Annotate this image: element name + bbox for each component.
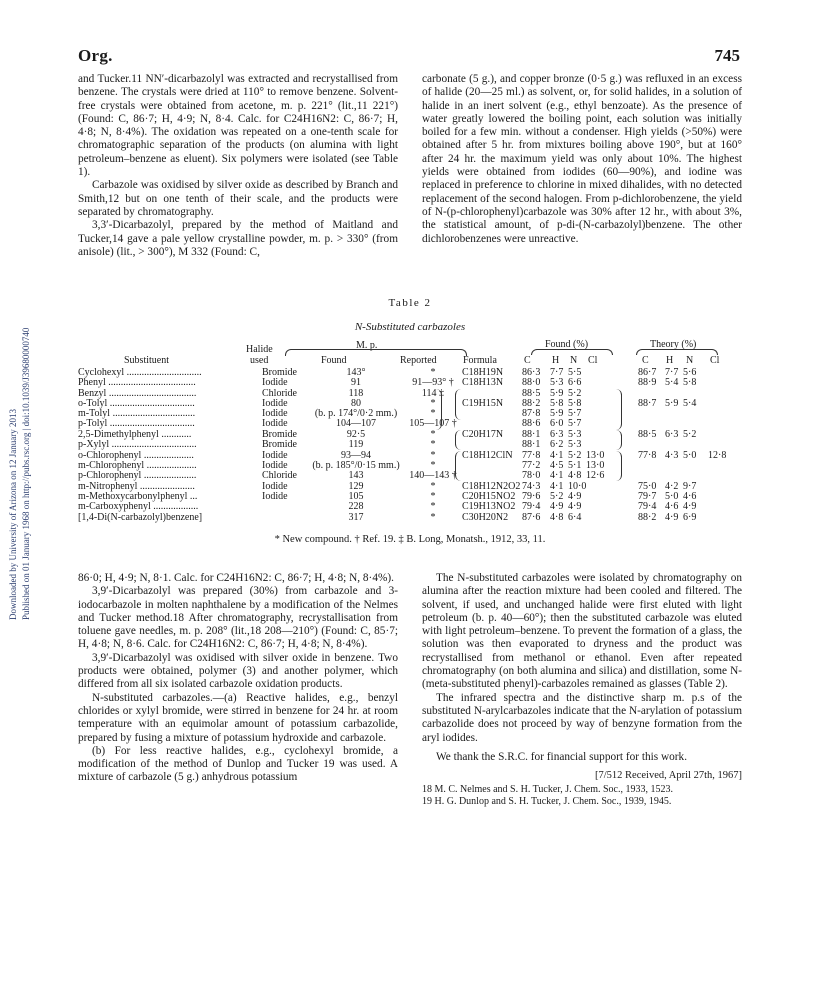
cell-sub: Cyclohexyl ..............................: [78, 368, 202, 378]
cell-fc: 87·6: [522, 512, 541, 523]
cell-rep: *: [430, 460, 436, 471]
cell-found: 317: [348, 512, 364, 523]
cell-fh: 5·9: [550, 388, 564, 399]
cell-tn: 4·9: [683, 501, 697, 512]
cell-th: 6·3: [665, 429, 679, 440]
publish-notice: Published on 01 January 1968 on http://pubs.rsc.org | doi:10.1039/J39680000740: [21, 327, 31, 620]
side-watermark: [4, 220, 34, 620]
table-row: [78, 430, 742, 440]
page-number: 745: [714, 46, 740, 65]
right-column-bottom: [422, 572, 742, 808]
cell-sub: m-Methoxycarbonylphenyl ...: [78, 492, 198, 502]
cell-fc: 78·0: [522, 470, 541, 481]
cell-sub: m-Chlorophenyl ....................: [78, 461, 197, 471]
cell-hal: Bromide: [262, 429, 297, 440]
cell-form: C19H13NO2: [462, 501, 516, 512]
cell-tn: 5·0: [683, 450, 697, 461]
cell-form: C18H12N2O2: [462, 481, 521, 492]
cell-tn: 5·6: [683, 367, 697, 378]
cell-form: C19H15N: [462, 398, 504, 409]
cell-fn: 5·2: [568, 388, 582, 399]
cell-fh: 6·0: [550, 418, 564, 429]
paragraph: 86·0; H, 4·9; N, 8·1. Calc. for C24H16N2: C, 86·7; H, 4·8; N, 8·4%).: [78, 572, 394, 584]
cell-rep: 105—107 †: [409, 418, 457, 429]
cell-th: 7·7: [665, 367, 679, 378]
found-c-header: C: [524, 355, 531, 366]
cell-fh: 4·9: [550, 501, 564, 512]
cell-found: 93—94: [341, 450, 371, 461]
cell-found: 143°: [346, 367, 366, 378]
cell-tc: 88·5: [638, 429, 657, 440]
left-column-bottom: [78, 572, 398, 785]
cell-fh: 4·1: [550, 450, 564, 461]
table-row: [78, 471, 742, 481]
cell-fh: 6·2: [550, 439, 564, 450]
cell-rep: 91—93° †: [412, 377, 454, 388]
cell-tc: 75·0: [638, 481, 657, 492]
cell-sub: o-Tolyl ..................................: [78, 399, 195, 409]
cell-fh: 7·7: [550, 367, 564, 378]
cell-fc: 74·3: [522, 481, 541, 492]
download-notice: Downloaded by University of Arizona on 12 January 2013: [8, 409, 18, 620]
cell-form: C18H12ClN: [462, 450, 513, 461]
cell-fc: 79·4: [522, 501, 541, 512]
paragraph: Carbazole was oxidised by silver oxide as described by Branch and Smith,12 but on one tenth of their scale, and the products were separated by chromatography.: [78, 179, 398, 218]
cell-hal: Iodide: [262, 481, 288, 492]
cell-tc: 88·7: [638, 398, 657, 409]
cell-sub: m-Nitrophenyl ......................: [78, 482, 195, 492]
cell-rep: 140—143 †: [409, 470, 457, 481]
cell-fn: 5·2: [568, 450, 582, 461]
cell-tn: 5·2: [683, 429, 697, 440]
cell-found: 105: [348, 491, 364, 502]
reported-header: Reported: [400, 355, 437, 366]
cell-tc: 88·9: [638, 377, 657, 388]
cell-tn: 5·4: [683, 398, 697, 409]
table-subtitle: N-Substituted carbazoles: [354, 321, 466, 333]
cell-tn: 4·6: [683, 491, 697, 502]
cell-found: 119: [348, 439, 364, 450]
paragraph: 3,3′-Dicarbazolyl, prepared by the method of Maitland and Tucker,14 gave a pale yellow crystalline powder, m. p. > 330° (from anisole) (lit., > 300°), M 332 (Found: C,: [78, 219, 398, 258]
paragraph: carbonate (5 g.), and copper bronze (0·5 g.) was refluxed in an excess of halide (20—25 ml.) as solvent, or, for solid halides, in a solution of halide in an inert solvent (e.g., ethyl benzoate). As the presence of water greatly lowered the boiling point, each solution was initially boiled for a few min. without a condenser. High yields (>50%) were obtained after 5 hr. from mixtures boiling above 190°, but at 160° after 24 hr. the maximum yield was only about 10%. The highest yields were obtained from iodides (60—90%), and iodine was replaced in preference to chlorine in mixed dihalides, with no detected replacement of the second halogen. From p-dichlorobenzene, the yield of N-(p-chlorophenyl)carbazole was 30% after 12 hr., with about 3%, the statistical amount, of p-di-(N-carbazolyl)benzene. The other dichlorobenzenes were unreactive.: [422, 73, 742, 245]
cell-fh: 5·2: [550, 491, 564, 502]
cell-found: 104—107: [336, 418, 376, 429]
cell-fn: 6·6: [568, 377, 582, 388]
paragraph: (b) For less reactive halides, e.g., cyclohexyl bromide, a modification of the method of Dunlop and Tucker 19 was used. A mixture of carbazole (5 g.) anhydrous potassium: [78, 744, 398, 784]
cell-fh: 4·1: [550, 470, 564, 481]
formula-header: Formula: [463, 355, 497, 366]
cell-fh: 4·8: [550, 512, 564, 523]
cell-hal: Iodide: [262, 377, 288, 388]
cell-hal: Iodide: [262, 408, 288, 419]
formula-brace: [455, 451, 461, 481]
mp-header: M. p.: [356, 340, 378, 351]
cell-th: 4·9: [665, 512, 679, 523]
cell-tc: 79·7: [638, 491, 657, 502]
theory-n-header: N: [686, 355, 694, 366]
cell-fn: 5·3: [568, 439, 582, 450]
found-mp-header: Found: [321, 355, 347, 366]
formula-brace: [455, 389, 461, 420]
cell-fc: 77·2: [522, 460, 541, 471]
cell-th: 5·4: [665, 377, 679, 388]
cell-form: C18H13N: [462, 377, 504, 388]
found-pct-header: Found (%): [545, 339, 589, 350]
cell-sub: [1,4-Di(N-carbazolyl)benzene]: [78, 513, 203, 523]
cell-fn: 4·9: [568, 491, 582, 502]
theory-h-header: H: [666, 355, 674, 366]
cell-fn: 4·8: [568, 470, 582, 481]
cell-hal: Chloride: [262, 388, 297, 399]
received-date: [7/512 Received, April 27th, 1967]: [595, 770, 742, 782]
cell-rep: *: [430, 429, 436, 440]
reference-19: 19 H. G. Dunlop and S. H. Tucker, J. Chem. Soc., 1939, 1945.: [422, 796, 672, 808]
cell-rep: *: [430, 408, 436, 419]
formula-brace: [455, 430, 461, 450]
cell-rep: 114 ‡: [421, 388, 445, 399]
journal-section: Org.: [78, 46, 113, 65]
cell-rep: *: [430, 398, 436, 409]
cell-sub: m-Tolyl .................................: [78, 409, 196, 419]
cell-fh: 5·9: [550, 408, 564, 419]
substituent-header: Substituent: [124, 355, 170, 366]
cell-found: 118: [348, 388, 364, 399]
halide-header: Halide: [246, 344, 273, 355]
cell-fh: 5·8: [550, 398, 564, 409]
cell-fc: 88·5: [522, 388, 541, 399]
found-brace: [616, 430, 622, 450]
cell-th: 4·2: [665, 481, 679, 492]
cell-fc: 88·1: [522, 439, 541, 450]
cell-fn: 6·4: [568, 512, 582, 523]
cell-tn: 5·8: [683, 377, 697, 388]
reference-18: 18 M. C. Nelmes and S. H. Tucker, J. Chem. Soc., 1933, 1523.: [422, 784, 673, 796]
cell-fn: 10·0: [568, 481, 587, 492]
cell-fh: 4·5: [550, 460, 564, 471]
cell-fh: 6·3: [550, 429, 564, 440]
cell-sub: o-Chlorophenyl ....................: [78, 451, 194, 461]
cell-fc: 77·8: [522, 450, 541, 461]
cell-fc: 88·1: [522, 429, 541, 440]
left-column-top: [78, 73, 398, 259]
cell-fn: 5·3: [568, 429, 582, 440]
cell-tc: 77·8: [638, 450, 657, 461]
cell-fcl: 13·0: [586, 450, 605, 461]
theory-c-header: C: [642, 355, 649, 366]
paragraph: The N-substituted carbazoles were isolated by chromatography on alumina after the reaction mixture had been cooled and filtered. The solvent, if used, and unchanged halide were first eluted with light petroleum (b. p. 40—60°); then the substituted carbazole was eluted with light petroleum–benzene. To prevent the formation of a glass, the solution was then evaporated to dryness and the product was recrystallised from methanol or ethanol. Even after repeated chromatography (on both alumina and silica) and distillation, some N-(meta-substituted phenyl)-carbazoles remained as glasses (Table 2).: [422, 572, 742, 691]
cell-fh: 5·3: [550, 377, 564, 388]
cell-form: C18H19N: [462, 367, 504, 378]
cell-fc: 88·2: [522, 398, 541, 409]
table-row: [78, 502, 742, 512]
cell-fn: 4·9: [568, 501, 582, 512]
cell-sub: 2,5-Dimethylphenyl ............: [78, 430, 192, 440]
used-header: used: [250, 355, 269, 366]
table-row: [78, 378, 742, 388]
cell-hal: Iodide: [262, 450, 288, 461]
theory-pct-header: Theory (%): [650, 339, 697, 350]
cell-fn: 5·8: [568, 398, 582, 409]
table-row: [78, 440, 742, 450]
cell-tn: 9·7: [683, 481, 697, 492]
cell-th: 5·9: [665, 398, 679, 409]
mp-bracket: [285, 349, 467, 356]
cell-rep: *: [430, 450, 436, 461]
cell-fn: 5·7: [568, 418, 582, 429]
cell-fn: 5·5: [568, 367, 582, 378]
cell-sub: p-Chlorophenyl .....................: [78, 471, 197, 481]
cell-form: C30H20N2: [462, 512, 509, 523]
found-h-header: H: [552, 355, 560, 366]
cell-fc: 87·8: [522, 408, 541, 419]
cell-fc: 88·6: [522, 418, 541, 429]
cell-form: C20H17N: [462, 429, 504, 440]
cell-rep: *: [430, 512, 436, 523]
paragraph: 3,9′-Dicarbazolyl was prepared (30%) from carbazole and 3-iodocarbazole in molten naphthalene by a modification of the Nelmes and Tucker method.18 After chromatography, recrystallisation from toluene gave needles, m. p. 208° (lit.,18 208—210°) (Found: C, 85·7; H, 4·8; N, 8·6. Calc. for C24H16N2: C, 86·7; H, 4·8; N, 8·4%).: [78, 585, 398, 651]
cell-found: 143: [348, 470, 364, 481]
found-brace: [616, 389, 622, 430]
cell-hal: Iodide: [262, 418, 288, 429]
table-row: [78, 513, 742, 523]
cell-sub: Phenyl ...................................: [78, 378, 196, 388]
cell-hal: Chloride: [262, 470, 297, 481]
cell-hal: Bromide: [262, 439, 297, 450]
cell-found: (b. p. 185°/0·15 mm.): [312, 460, 400, 471]
cell-tcl: 12·8: [708, 450, 727, 461]
found-brace: [616, 451, 622, 481]
paragraph: 3,9′-Dicarbazolyl was oxidised with silver oxide in benzene. Two products were obtained, polymer (3) and another polymer, which differed from all six isolated carbazole oxidation products.: [78, 651, 398, 691]
cell-rep: *: [430, 491, 436, 502]
cell-th: 4·3: [665, 450, 679, 461]
cell-hal: Bromide: [262, 367, 297, 378]
cell-th: 4·6: [665, 501, 679, 512]
cell-fc: 86·3: [522, 367, 541, 378]
cell-hal: Iodide: [262, 491, 288, 502]
cell-hal: Iodide: [262, 460, 288, 471]
found-n-header: N: [570, 355, 578, 366]
cell-sub: m-Carboxyphenyl ..................: [78, 502, 199, 512]
cell-found: 91: [351, 377, 361, 388]
found-cl-header: Cl: [588, 355, 598, 366]
table-title: Table 2: [388, 297, 432, 309]
cell-tc: 86·7: [638, 367, 657, 378]
cell-rep: *: [430, 439, 436, 450]
cell-fn: 5·1: [568, 460, 582, 471]
table-row: [78, 399, 742, 409]
table-row: [78, 451, 742, 461]
cell-form: C20H15NO2: [462, 491, 516, 502]
cell-hal: Iodide: [262, 398, 288, 409]
cell-rep: *: [430, 367, 436, 378]
cell-sub: Benzyl ...................................: [78, 389, 197, 399]
cell-tn: 6·9: [683, 512, 697, 523]
right-column-top: [422, 73, 742, 246]
cell-found: 129: [348, 481, 364, 492]
paragraph: N-substituted carbazoles.—(a) Reactive halides, e.g., benzyl chlorides or xylyl bromide, were stirred in benzene for 24 hr. at room temperature with an equimolar amount of potassium carbazolide, prepared by fusing a mixture of potassium hydroxide and carbazole.: [78, 691, 398, 744]
cell-fc: 88·0: [522, 377, 541, 388]
cell-found: 80: [351, 398, 361, 409]
cell-found: 92·5: [346, 429, 366, 440]
cell-sub: p-Xylyl ..................................: [78, 440, 197, 450]
paragraph: The infrared spectra and the distinctive sharp m. p.s of the substituted N-arylcarbazoles indicate that the N-arylation of potassium carbazolide does not proceed by way of benzyne formation from the aryl iodides.: [422, 691, 742, 744]
cell-fcl: 13·0: [586, 460, 605, 471]
cell-rep: *: [430, 501, 436, 512]
cell-tc: 79·4: [638, 501, 657, 512]
cell-found: 228: [348, 501, 364, 512]
cell-fn: 5·7: [568, 408, 582, 419]
cell-found: (b. p. 174°/0·2 mm.): [314, 408, 398, 419]
cell-fc: 79·6: [522, 491, 541, 502]
paragraph: and Tucker.11 NN′-dicarbazolyl was extracted and recrystallised from benzene. The crystals were dried at 110° to remove benzene. Solvent-free crystals were obtained from acetone, m. p. 221° (lit.,11 221°) (Found: C, 86·7; H, 4·9; N, 8·4. Calc. for C24H16N2: C, 86·7; H, 4·8; N, 8·4%). The oxidation was repeated on a one-tenth scale for chromatographic separation of the products (on alumina with light petroleum–benzene as eluent). Six polymers were isolated (see Table 1).: [78, 73, 398, 179]
cell-tc: 88·2: [638, 512, 657, 523]
table-row: [78, 419, 742, 429]
acknowledgement: We thank the S.R.C. for financial support for this work.: [436, 750, 688, 763]
cell-fh: 4·1: [550, 481, 564, 492]
cell-fcl: 12·6: [586, 470, 605, 481]
cell-rep: *: [430, 481, 436, 492]
table-footnote: * New compound. † Ref. 19. ‡ B. Long, Monatsh., 1912, 33, 11.: [274, 534, 546, 545]
cell-sub: p-Tolyl ..................................: [78, 419, 195, 429]
cell-th: 5·0: [665, 491, 679, 502]
reported-brace: [436, 389, 442, 430]
theory-cl-header: Cl: [710, 355, 720, 366]
